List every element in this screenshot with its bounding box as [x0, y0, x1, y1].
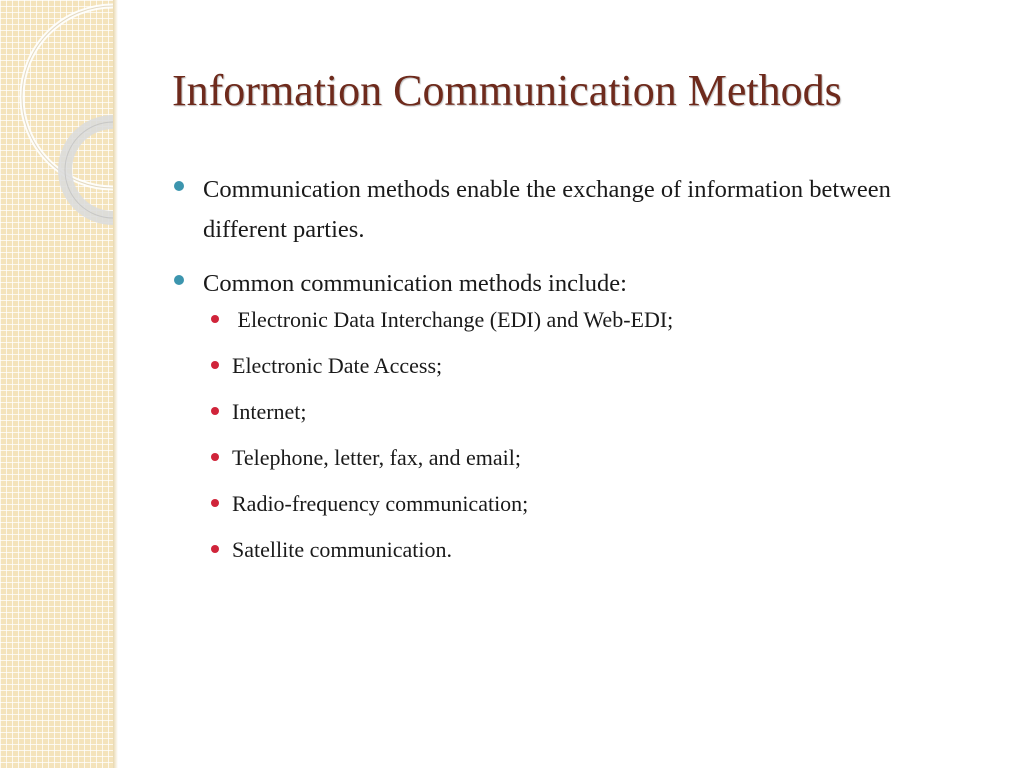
bullet-dot-icon	[174, 275, 184, 285]
sub-bullet-dot-icon	[211, 453, 219, 461]
sub-bullet-item	[202, 490, 972, 518]
sub-bullet-item	[202, 536, 972, 564]
sub-bullet-item	[202, 444, 972, 472]
bullet-list	[172, 170, 972, 582]
sub-bullet-text: Telephone, letter, fax, and email;	[232, 445, 521, 470]
slide-title: Information Communication Methods	[172, 66, 842, 115]
sub-bullet-text: Electronic Data Interchange (EDI) and Web-EDI;	[232, 307, 674, 332]
sub-bullet-text: Electronic Date Access;	[232, 353, 443, 378]
sub-bullet-item	[202, 306, 972, 334]
sub-bullet-dot-icon	[211, 545, 219, 553]
bullet-text: Common communication methods include:	[203, 270, 627, 297]
decorative-rings	[0, 0, 120, 260]
bullet-dot-icon	[174, 181, 184, 191]
sub-bullet-dot-icon	[211, 361, 219, 369]
sub-bullet-text: Radio-frequency communication;	[232, 491, 529, 516]
sub-bullet-dot-icon	[211, 499, 219, 507]
sub-bullet-text: Internet;	[232, 399, 307, 424]
sub-bullet-item	[202, 352, 972, 380]
sub-bullet-text: Satellite communication.	[232, 537, 452, 562]
sub-bullet-dot-icon	[211, 315, 219, 323]
sub-bullet-dot-icon	[211, 407, 219, 415]
bullet-item	[172, 264, 972, 564]
sub-bullet-item	[202, 398, 972, 426]
sub-bullet-list	[203, 306, 972, 564]
bullet-text: Communication methods enable the exchange of information between different parties.	[203, 176, 891, 243]
bullet-item	[172, 170, 972, 250]
